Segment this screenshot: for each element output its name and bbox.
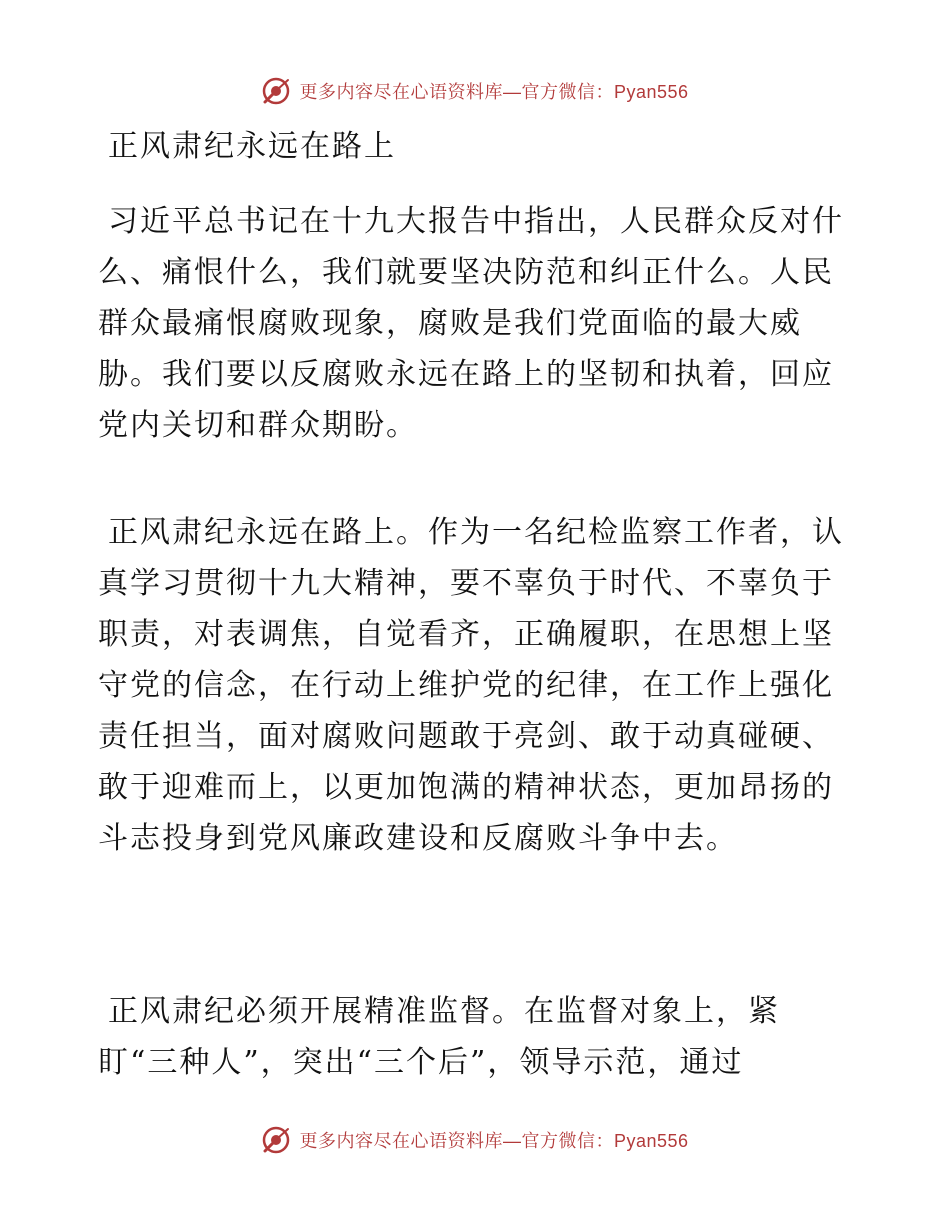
watermark-text: 更多内容尽在心语资料库—官方微信：Pyan556	[299, 1131, 689, 1151]
watermark-text: 更多内容尽在心语资料库—官方微信：Pyan556	[299, 82, 689, 102]
paragraph: 习近平总书记在十九大报告中指出，人民群众反对什么、痛恨什么，我们就要坚决防范和纠正什么。人民群众最痛恨腐败现象，腐败是我们党面临的最大威胁。我们要以反腐败永远在路上的坚韧和执着，回应党内关切和群众期盼。	[98, 204, 844, 443]
paragraph: 正风肃纪必须开展精准监督。在监督对象上，紧盯“三种人”，突出“三个后”，领导示范，通过	[98, 994, 780, 1080]
document-title: 正风肃纪永远在路上	[108, 129, 396, 164]
logo-icon	[261, 1125, 291, 1155]
paragraph: 正风肃纪永远在路上。作为一名纪检监察工作者，认真学习贯彻十九大精神，要不辜负于时代、不辜负于职责，对表调焦，自觉看齐，正确履职，在思想上坚守党的信念，在行动上维护党的纪律，在工作上强化责任担当，面对腐败问题敢于亮剑、敢于动真碰硬、敢于迎难而上，以更加饱满的精神状态，更加昂扬的斗志投身到党风廉政建设和反腐败斗争中去。	[98, 515, 844, 856]
footer-watermark	[0, 1120, 950, 1160]
